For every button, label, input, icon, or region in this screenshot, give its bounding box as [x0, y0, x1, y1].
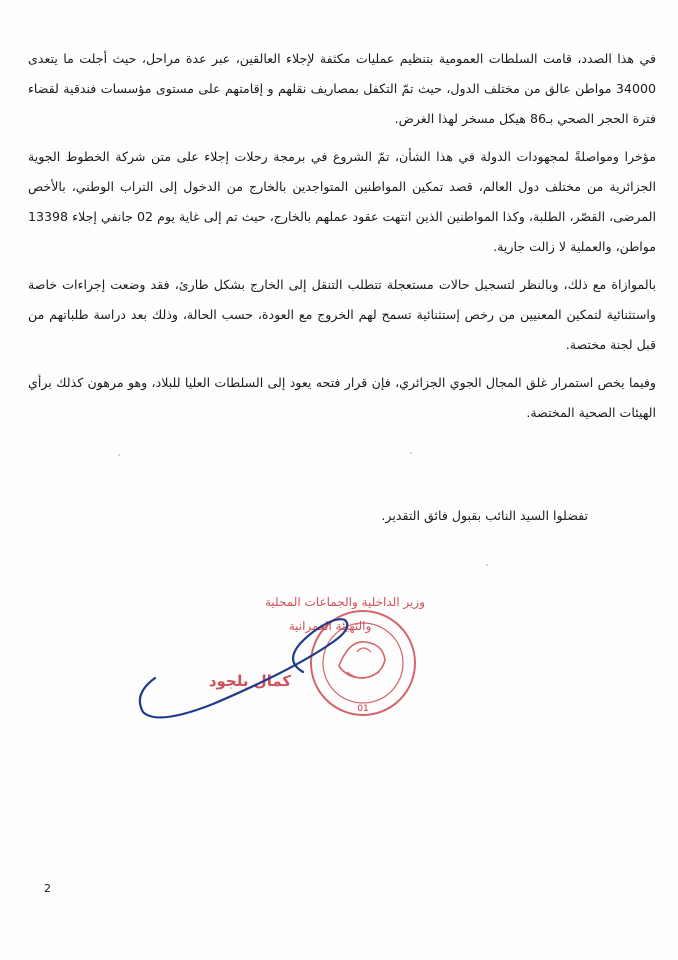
stamp-title-line2: والتهيئة العمرانية: [288, 619, 372, 633]
seal-number: 01: [357, 704, 369, 714]
closing-salutation: تفضلوا السيد النائب بقبول فائق التقدير.: [381, 508, 588, 523]
paragraph-3: بالموازاة مع ذلك، وبالنظر لتسجيل حالات مستعجلة تتطلب التنقل إلى الخارج بشكل طارئ، فقد وضعت إجراءات خاصة واستثنائية لتمكين المعنيين من رخص إستثنائية تسمح لهم الخروج مع العودة، حسب الحالة، وذلك بعد دراسة طلباتهم من قبل لجنة مختصة.: [28, 277, 656, 352]
paragraph-1: في هذا الصدد، قامت السلطات العمومية بتنظيم عمليات مكثفة لإجلاء العالقين، عبر عدة مراحل، حيث أجلت ما يتعدى 34000 مواطن عالق من مختلف الدول، حيث تمّ التكفل بمصاريف نقلهم و إقامتهم على مستوى مؤسسات فندقية لقضاء فترة الحجر الصحي بـ86 هيكل مسخر لهذا الغرض.: [28, 51, 656, 126]
signatory-name: كمال بلجود: [208, 672, 292, 690]
official-stamp-and-signature: [125, 568, 425, 738]
document-body: [28, 44, 656, 436]
scan-speck: [410, 452, 412, 454]
scan-speck: [118, 454, 120, 456]
stamp-title-line1: وزير الداخلية والجماعات المحلية: [264, 595, 425, 609]
scan-speck: [486, 564, 488, 566]
paragraph-4: وفيما يخص استمرار غلق المجال الجوي الجزائري، فإن قرار فتحه يعود إلى السلطات العليا للبلاد، وهو مرهون كذلك برأي الهيئات الصحية المختصة.: [28, 375, 656, 420]
paragraph-2: مؤخرا ومواصلةً لمجهودات الدولة في هذا الشأن، تمّ الشروع في برمجة رحلات إجلاء على متن شركة الخطوط الجوية الجزائرية من مختلف دول العالم، قصد تمكين المواطنين المتواجدين بالخارج من الدخول إلى التراب الوطني، بالأخص المرضى، القصّر، الطلبة، وكذا المواطنين الذين انتهت عقود عملهم بالخارج، حيث تم إلى غاية يوم 02 جانفي إجلاء 13398 مواطن، والعملية لا زالت جارية.: [28, 149, 656, 254]
stamp-graphic: [125, 568, 425, 738]
page-number: 2: [44, 882, 51, 895]
signature-stroke: [140, 619, 347, 717]
